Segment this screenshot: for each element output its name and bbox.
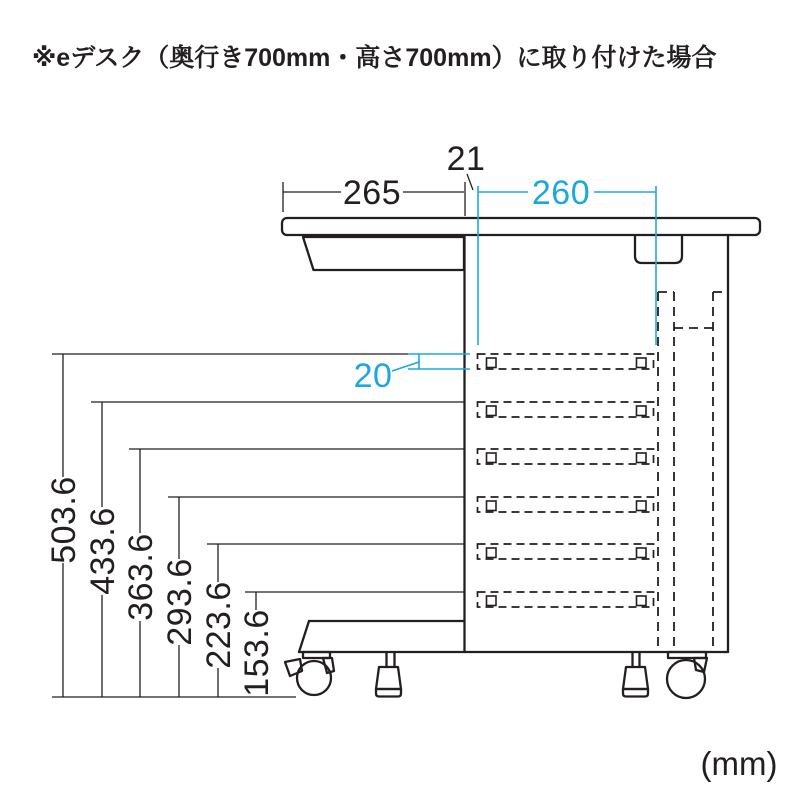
front-leveler (376, 652, 401, 697)
rear-caster (667, 652, 707, 698)
leveler-body-rear (623, 667, 648, 689)
rear-leveler (623, 652, 648, 697)
dimension-label-265: 265 (342, 174, 402, 212)
mounting-hole (487, 548, 497, 558)
mounting-hole (487, 358, 497, 368)
mounting-hole (637, 358, 647, 368)
leveler-body-front (376, 667, 401, 689)
dimension-label-433-6: 433.6 (84, 507, 122, 595)
mounting-hole (637, 501, 647, 511)
base-beam-front-slant (299, 621, 309, 652)
accent-dimension-lines (392, 186, 656, 371)
keyboard-tray (303, 237, 464, 270)
leveler-pad-rear (623, 689, 648, 697)
leveler-pad-front (376, 689, 401, 697)
caster-fork-rear (694, 658, 707, 672)
mounting-hole (637, 453, 647, 463)
black-dimensions (45, 140, 485, 697)
shelf-slot-row (478, 592, 654, 607)
dimension-label-21: 21 (446, 140, 486, 178)
page-title: ※eデスク（奥行き700mm・高さ700mm）に取り付けた場合 (32, 44, 717, 72)
caster-wheel-front (297, 661, 331, 695)
shelf-slot-row (478, 544, 654, 559)
shelf-slot-row (478, 449, 654, 464)
mounting-hole (487, 501, 497, 511)
shelf-slot-rows (478, 354, 654, 607)
clamp-bracket (635, 236, 682, 263)
caster-wheel-rear (667, 660, 705, 698)
dimension-label-20: 20 (353, 357, 393, 395)
mounting-hole (487, 453, 497, 463)
unit-label: (mm) (700, 745, 778, 782)
mounting-hole (487, 596, 497, 606)
dimension-label-293-6: 293.6 (161, 558, 199, 646)
dimension-label-363-6: 363.6 (122, 533, 160, 621)
shelf-slot-row (478, 402, 654, 417)
hidden-rack-outline (658, 292, 727, 651)
mounting-hole (637, 596, 647, 606)
shelf-slot-row (478, 497, 654, 512)
mounting-hole (637, 406, 647, 416)
dimension-label-503-6: 503.6 (45, 476, 83, 564)
dimension-label-260: 260 (531, 174, 591, 212)
dimension-label-223-6: 223.6 (200, 581, 238, 669)
mounting-hole (637, 548, 647, 558)
dimension-label-153-6: 153.6 (238, 609, 276, 697)
shelf-slot-row (478, 354, 654, 369)
mounting-hole (487, 406, 497, 416)
desk-outline (282, 218, 760, 652)
front-caster (285, 652, 334, 695)
desk-top (282, 218, 760, 235)
